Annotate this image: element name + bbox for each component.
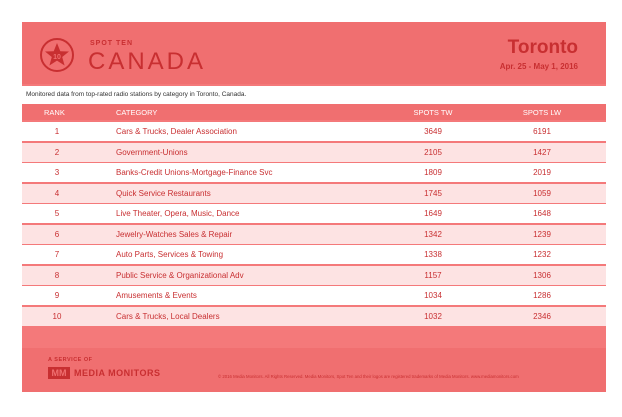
category-cell: Amusements & Events bbox=[116, 291, 197, 300]
category-cell: Cars & Trucks, Local Dealers bbox=[116, 311, 220, 321]
category-cell: Public Service & Organizational Adv bbox=[116, 270, 244, 280]
rank-cell: 5 bbox=[54, 209, 60, 218]
spots-lw-cell: 1306 bbox=[533, 270, 551, 280]
brand-subtitle: SPOT TEN bbox=[90, 40, 134, 47]
star-badge-icon bbox=[44, 42, 70, 68]
spots-lw-cell: 6191 bbox=[533, 127, 551, 136]
table-row bbox=[22, 307, 606, 326]
spots-lw-cell: 1648 bbox=[533, 209, 551, 218]
table-row bbox=[22, 184, 606, 203]
spots-tw-cell: 1157 bbox=[424, 270, 442, 280]
table-row bbox=[22, 163, 606, 182]
table-row bbox=[22, 143, 606, 162]
spots-tw-cell: 1809 bbox=[424, 168, 442, 177]
spots-lw-cell: 1239 bbox=[533, 229, 551, 239]
copyright-text: © 2016 Media Monitors. All Rights Reserved. Media Monitors, Spot Ten and their logos are registered trademarks of Media Monitors. www.mediamonitors.com bbox=[218, 374, 519, 379]
spot-ten-logo bbox=[40, 38, 74, 72]
spots-tw-cell: 1034 bbox=[424, 291, 442, 300]
spots-lw-cell: 2346 bbox=[533, 311, 551, 321]
table-row bbox=[22, 225, 606, 244]
column-spots-lw: SPOTS LW bbox=[522, 108, 562, 117]
intro-text: Monitored data from top-rated radio stations by category in Toronto, Canada. bbox=[22, 86, 606, 104]
city-title: Toronto bbox=[507, 37, 578, 58]
footer bbox=[22, 348, 606, 392]
spots-lw-cell: 1286 bbox=[533, 291, 551, 300]
table-row bbox=[22, 266, 606, 285]
column-spots-tw: SPOTS TW bbox=[413, 108, 453, 117]
spots-tw-cell: 1032 bbox=[424, 311, 442, 321]
category-cell: Jewelry-Watches Sales & Repair bbox=[116, 229, 233, 239]
rank-cell: 9 bbox=[54, 291, 60, 300]
spots-tw-cell: 1649 bbox=[424, 209, 442, 218]
category-cell: Government-Unions bbox=[116, 147, 188, 157]
brand-title: CANADA bbox=[88, 48, 207, 75]
spots-tw-cell: 2105 bbox=[424, 147, 442, 157]
rank-cell: 7 bbox=[54, 250, 60, 259]
table-row bbox=[22, 286, 606, 305]
spots-tw-cell: 1338 bbox=[424, 250, 442, 259]
table-row bbox=[22, 245, 606, 264]
column-rank: RANK bbox=[44, 108, 65, 117]
date-range: Apr. 25 - May 1, 2016 bbox=[499, 62, 578, 71]
rank-cell: 2 bbox=[54, 147, 60, 157]
rank-cell: 6 bbox=[54, 229, 60, 239]
table-header bbox=[22, 104, 606, 120]
spots-lw-cell: 1232 bbox=[533, 250, 551, 259]
spot-ten-card bbox=[22, 22, 606, 392]
rank-cell: 8 bbox=[54, 270, 60, 280]
category-cell: Live Theater, Opera, Music, Dance bbox=[116, 209, 240, 218]
category-cell: Auto Parts, Services & Towing bbox=[116, 250, 224, 259]
rank-cell: 4 bbox=[54, 188, 60, 198]
ranking-table bbox=[22, 122, 606, 327]
spots-tw-cell: 3649 bbox=[424, 127, 442, 136]
table-row bbox=[22, 204, 606, 223]
spots-lw-cell: 1427 bbox=[533, 147, 551, 157]
rank-cell: 1 bbox=[54, 127, 60, 136]
category-cell: Banks-Credit Unions-Mortgage-Finance Svc bbox=[116, 168, 273, 177]
spots-tw-cell: 1342 bbox=[424, 229, 442, 239]
spots-tw-cell: 1745 bbox=[424, 188, 442, 198]
category-cell: Cars & Trucks, Dealer Association bbox=[116, 127, 237, 136]
table-row bbox=[22, 122, 606, 141]
rank-cell: 10 bbox=[52, 311, 62, 321]
spots-lw-cell: 2019 bbox=[533, 168, 551, 177]
header bbox=[22, 22, 606, 84]
spots-lw-cell: 1059 bbox=[533, 188, 551, 198]
category-cell: Quick Service Restaurants bbox=[116, 188, 211, 198]
service-label: A SERVICE OF bbox=[48, 357, 93, 363]
media-monitors-logo: MM bbox=[48, 367, 70, 379]
logo-number: 10 bbox=[53, 54, 61, 61]
media-monitors-name: MEDIA MONITORS bbox=[74, 368, 161, 378]
column-category: CATEGORY bbox=[116, 108, 158, 117]
rank-cell: 3 bbox=[54, 168, 60, 177]
